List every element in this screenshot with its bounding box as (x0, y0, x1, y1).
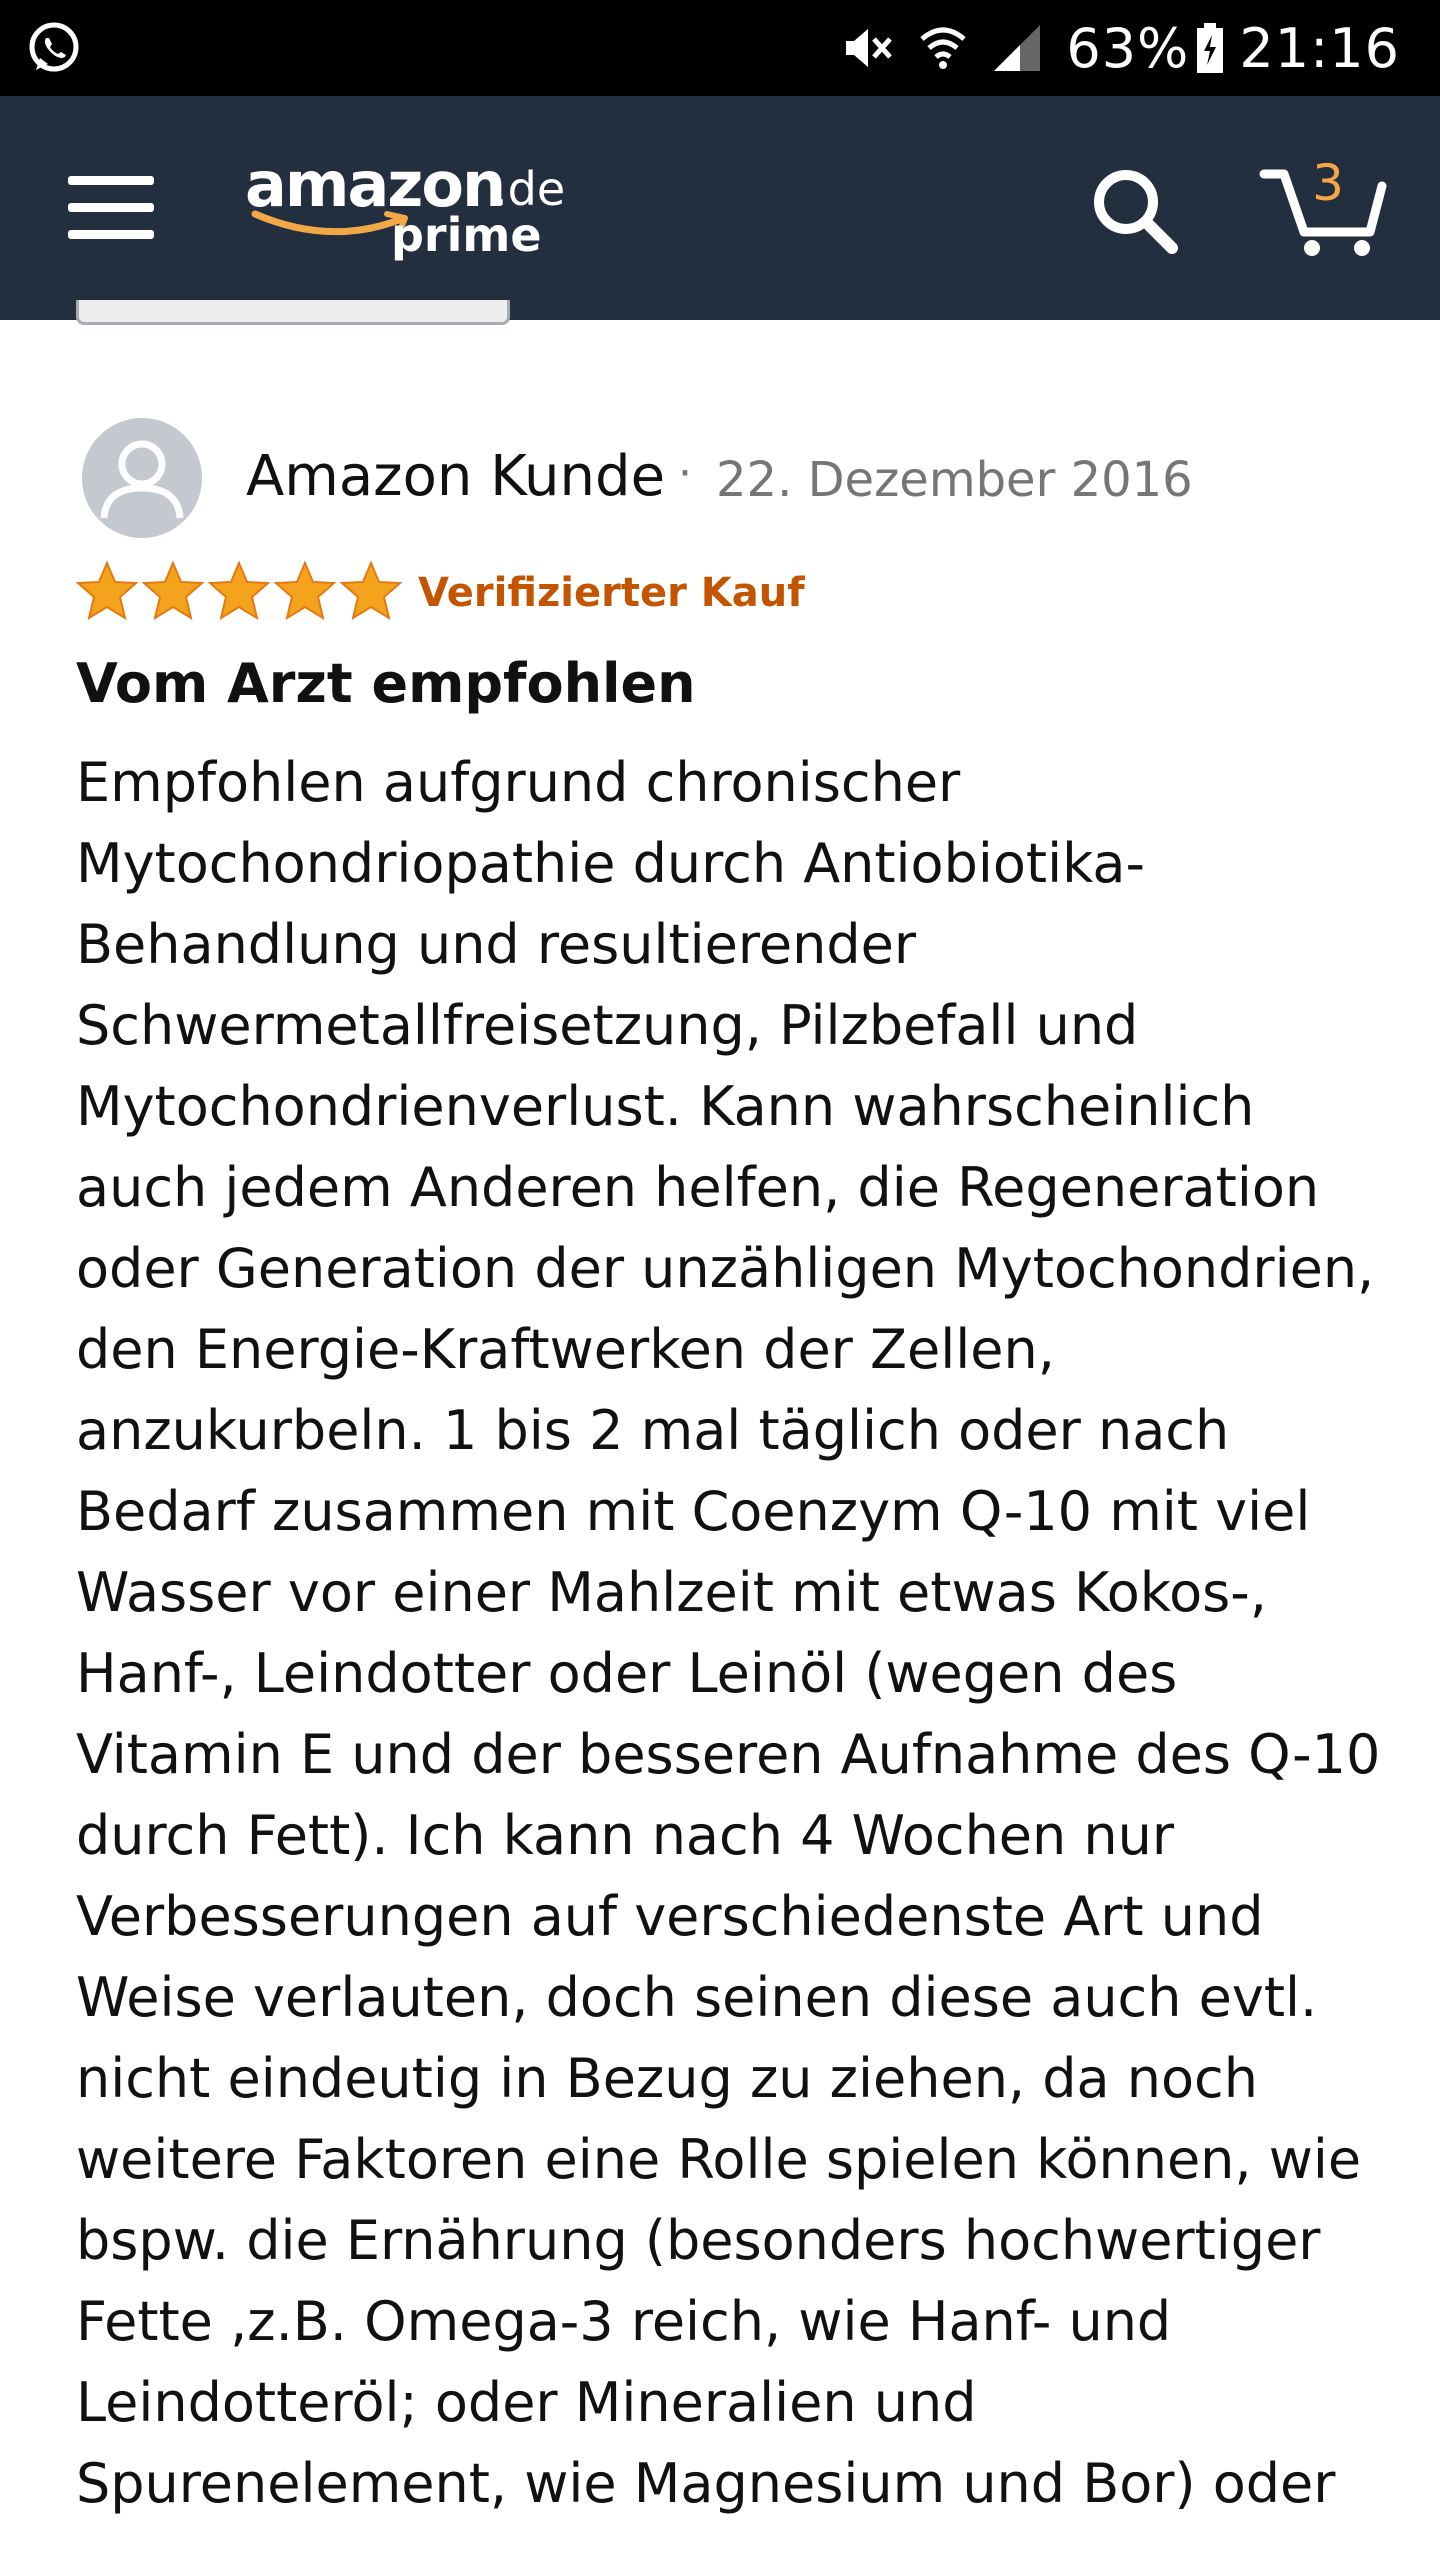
user-icon (82, 418, 202, 538)
logo-prime-text: prime (391, 208, 542, 262)
mute-icon (838, 19, 896, 77)
logo-amazon-text: amazon (245, 148, 505, 221)
battery-percent: 63% (1066, 16, 1190, 80)
review-date: 22. Dezember 2016 (716, 452, 1193, 508)
star-icon (206, 560, 272, 622)
whatsapp-icon (26, 20, 82, 76)
cart-count-badge: 3 (1312, 154, 1344, 212)
avatar (82, 418, 202, 538)
review-body: Empfohlen aufgrund chronischer Mytochondriopathie durch Antiobiotika-Behandlung und resultierender Schwermetallfreisetzung, Pilzbefall und Mytochondrienverlust. Kann wahrscheinlich auch jedem Anderen helfen, die Regeneration oder Generation der unzähligen Mytochondrien, den Energie-Kraftwerken der Zellen, anzukurbeln. 1 bis 2 mal täglich oder nach Bedarf zusammen mit Coenzym Q-10 mit viel Wasser vor einer Mahlzeit mit etwas Kokos-, Hanf-, Leindotter oder Leinöl (wegen des Vitamin E und der besseren Aufnahme des Q-10 durch Fett). Ich kann nach 4 Wochen nur Verbesserungen auf verschiedenste Art und Weise verlauten, doch seinen diese auch evtl. nicht eindeutig in Bezug zu ziehen, da noch weitere Faktoren eine Rolle spielen können, wie bspw. die Ernährung (besonders hochwertiger Fette ,z.B. Omega-3 reich, wie Hanf- und Leindotteröl; oder Mineralien und Spurenelement, wie Magnesium und Bor) oder (76, 751, 1381, 2515)
amazon-prime-logo[interactable] (245, 148, 605, 278)
menu-icon[interactable] (68, 176, 154, 240)
star-rating (74, 560, 404, 626)
verified-purchase-badge: Verifizierter Kauf (418, 570, 805, 616)
star-icon (272, 560, 338, 622)
review-author[interactable]: Amazon Kunde (246, 444, 666, 509)
star-icon (338, 560, 404, 622)
meta-separator: · (678, 448, 692, 499)
partial-button-edge[interactable] (76, 300, 510, 325)
signal-icon (990, 21, 1044, 75)
status-bar (0, 0, 1440, 96)
app-header (0, 96, 1440, 320)
clock: 21:16 (1239, 16, 1400, 80)
star-icon (140, 560, 206, 622)
logo-tld-text: .de (493, 162, 566, 216)
review-title: Vom Arzt empfohlen (76, 652, 696, 715)
star-icon (74, 560, 140, 622)
battery-icon (1195, 21, 1225, 75)
cart-button[interactable] (1258, 154, 1388, 258)
search-icon[interactable] (1090, 166, 1180, 256)
wifi-icon (918, 21, 968, 75)
